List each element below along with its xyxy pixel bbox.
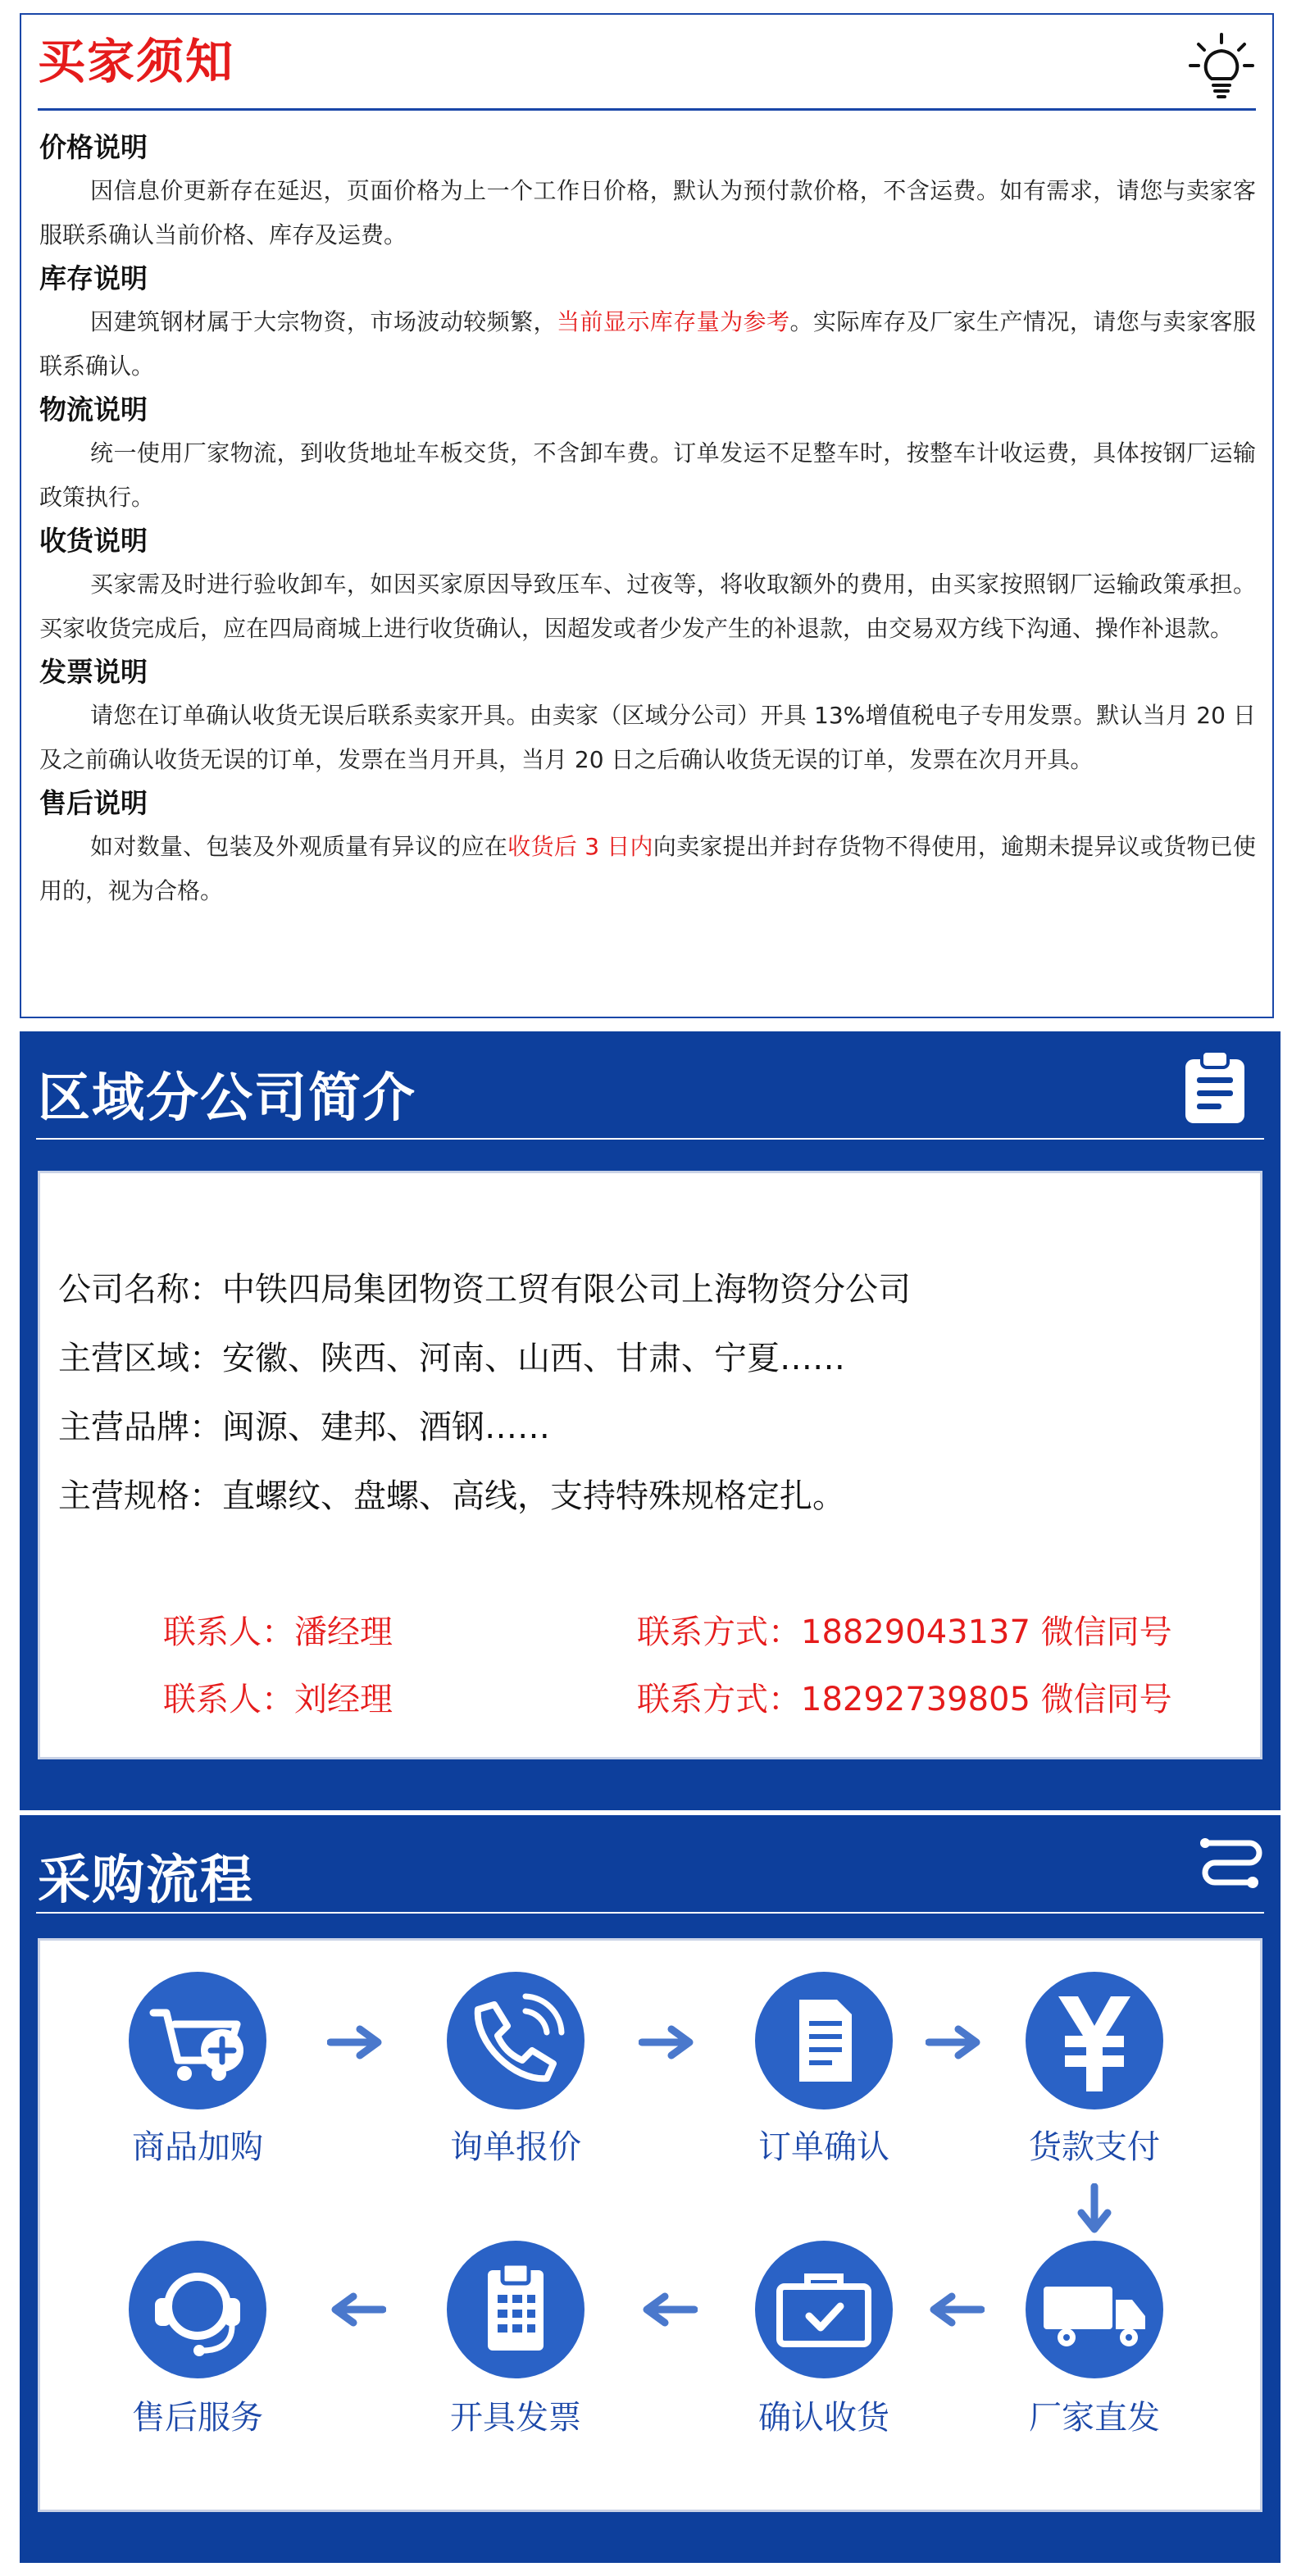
text-run: 如对数量、包装及外观质量有异议的应在 xyxy=(90,833,508,860)
step-label: 开具发票 xyxy=(450,2399,581,2437)
notice-body xyxy=(39,126,1256,913)
arrow-left-icon xyxy=(926,2292,985,2328)
section-text: 买家需及时进行验收卸车，如因买家原因导致压车、过夜等，将收取额外的费用，由买家按照钢厂运输政策承担。买家收货完成后，应在四局商城上进行收货确认，因超发或者少发产生的补退款，由交易双方线下沟通、操作补退款。 xyxy=(39,571,1256,642)
text-run: 向卖家提出并封存货物不得使用，逾期未提异议或货物已使用的，视为合格。 xyxy=(39,833,1256,904)
arrow-left-icon xyxy=(327,2292,386,2328)
branch-intro-panel xyxy=(20,1031,1281,1810)
headset-icon xyxy=(129,2241,266,2378)
briefcase-check-icon xyxy=(755,2241,893,2378)
yen-icon xyxy=(1026,1972,1163,2109)
section-heading: 价格说明 xyxy=(39,131,148,163)
aftersales-section xyxy=(39,782,1256,913)
company-name: 公司名称：中铁四局集团物资工贸有限公司上海物资分公司 xyxy=(58,1271,911,1308)
branch-intro-title: 区域分公司简介 xyxy=(38,1068,416,1129)
title-divider xyxy=(36,1138,1264,1140)
main-regions: 主营区域：安徽、陕西、河南、山西、甘肃、宁夏…… xyxy=(58,1340,845,1377)
buyer-notice-title: 买家须知 xyxy=(38,34,235,89)
section-text: 请您在订单确认收货无误后联系卖家开具。由卖家（区域分公司）开具 13%增值税电子专用发票。默认当月 20 日及之前确认收货无误的订单，发票在当月开具，当月 20 日之后确认收货无误的订单，发票在次月开具。 xyxy=(39,702,1256,773)
contact-phone: 联系方式：18829043137 微信同号 xyxy=(637,1613,1172,1651)
arrow-right-icon xyxy=(639,2024,698,2060)
truck-icon xyxy=(1026,2241,1163,2378)
price-section xyxy=(39,126,1256,257)
phone-icon xyxy=(447,1972,585,2109)
title-divider xyxy=(38,108,1256,111)
flow-route-icon xyxy=(1199,1832,1264,1897)
clipboard-icon xyxy=(1176,1048,1254,1126)
section-heading: 物流说明 xyxy=(39,394,148,426)
section-heading: 售后说明 xyxy=(39,787,148,819)
purchase-process-panel xyxy=(20,1815,1281,2563)
logistics-section xyxy=(39,389,1256,520)
section-text: 统一使用厂家物流，到收货地址车板交货，不含卸车费。订单发运不足整车时，按整车计收运费，具体按钢厂运输政策执行。 xyxy=(39,439,1256,511)
highlight-text: 当前显示库存量为参考 xyxy=(556,308,790,335)
contact-phone: 联系方式：18292739805 微信同号 xyxy=(637,1681,1172,1718)
main-specs: 主营规格：直螺纹、盘螺、高线，支持特殊规格定扎。 xyxy=(58,1477,845,1515)
document-icon xyxy=(755,1972,893,2109)
receiving-section xyxy=(39,520,1256,651)
arrow-down-icon xyxy=(1076,2183,1112,2236)
contact-person: 联系人：刘经理 xyxy=(163,1681,393,1718)
text-run: 。实际库存及厂家生产情况，请您与卖家客服联系确认。 xyxy=(39,308,1256,380)
branch-intro-card xyxy=(38,1171,1262,1759)
step-label: 询单报价 xyxy=(450,2128,581,2166)
contact-person: 联系人：潘经理 xyxy=(163,1613,393,1651)
main-brands: 主营品牌：闽源、建邦、酒钢…… xyxy=(58,1409,550,1446)
buyer-notice-card xyxy=(20,13,1274,1018)
title-divider xyxy=(36,1912,1264,1914)
invoice-section xyxy=(39,651,1256,782)
invoice-icon xyxy=(447,2241,585,2378)
step-label: 厂家直发 xyxy=(1029,2399,1160,2437)
step-label: 商品加购 xyxy=(132,2128,263,2166)
step-label: 货款支付 xyxy=(1029,2128,1160,2166)
section-text: 因信息价更新存在延迟，页面价格为上一个工作日价格，默认为预付款价格，不含运费。如有需求，请您与卖家客服联系确认当前价格、库存及运费。 xyxy=(39,177,1256,248)
arrow-right-icon xyxy=(327,2024,386,2060)
step-label: 售后服务 xyxy=(132,2399,263,2437)
section-heading: 库存说明 xyxy=(39,262,148,294)
shopping-cart-icon xyxy=(129,1972,266,2109)
step-label: 订单确认 xyxy=(758,2128,889,2166)
section-text xyxy=(39,825,1256,913)
process-card xyxy=(38,1938,1262,2512)
text-run: 因建筑钢材属于大宗物资，市场波动较频繁， xyxy=(90,308,557,335)
step-label: 确认收货 xyxy=(758,2399,889,2437)
arrow-right-icon xyxy=(926,2024,985,2060)
arrow-left-icon xyxy=(639,2292,698,2328)
highlight-text: 收货后 3 日内 xyxy=(507,833,653,860)
lightbulb-icon xyxy=(1187,31,1256,100)
section-heading: 收货说明 xyxy=(39,525,148,557)
section-text xyxy=(39,300,1256,389)
section-heading: 发票说明 xyxy=(39,656,148,688)
purchase-process-title: 采购流程 xyxy=(38,1850,254,1911)
stock-section xyxy=(39,257,1256,389)
